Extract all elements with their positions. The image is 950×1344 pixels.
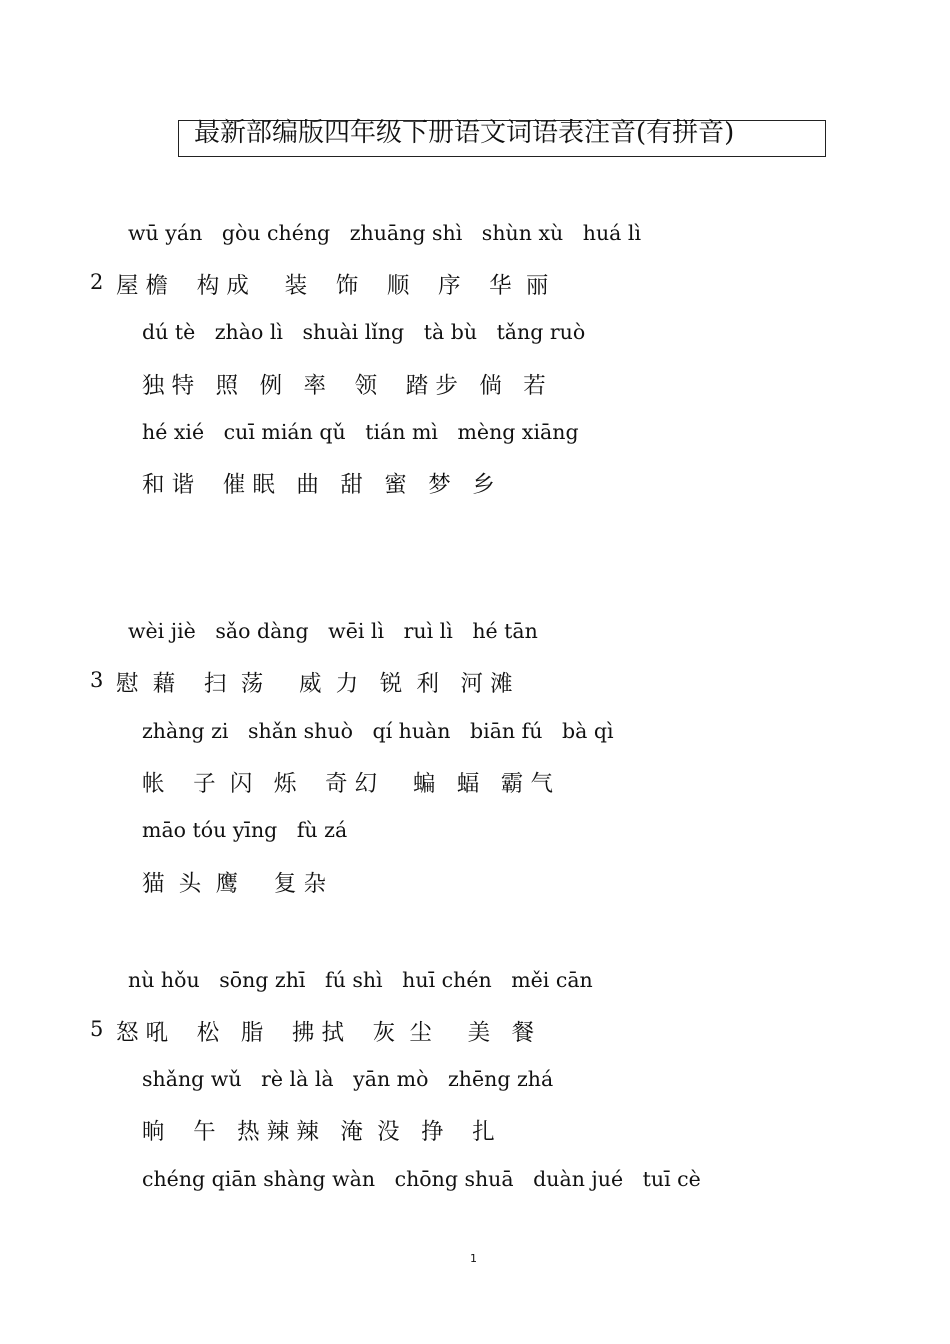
section-3-hanzi-1: 慰 藉 扫 荡 威 力 锐 利 河 滩 — [116, 671, 513, 697]
section-3-hanzi-3: 猫 头 鹰 复 杂 — [142, 871, 327, 897]
section-5-pinyin-1: nù hǒu sōng zhī fú shì huī chén měi cān — [128, 968, 593, 992]
section-3-pinyin-3: māo tóu yīng fù zá — [142, 818, 348, 842]
section-3-pinyin-1: wèi jiè sǎo dàng wēi lì ruì lì hé tān — [128, 619, 538, 643]
section-2-pinyin-2: dú tè zhào lì shuài lǐng tà bù tǎng ruò — [142, 320, 586, 344]
section-3-number: 3 — [90, 668, 104, 692]
section-3-hanzi-2: 帐 子 闪 烁 奇 幻 蝙 蝠 霸 气 — [142, 771, 553, 797]
section-5-hanzi-2: 晌 午 热 辣 辣 淹 没 挣 扎 — [142, 1119, 495, 1145]
section-2-hanzi-2: 独 特 照 例 率 领 踏 步 倘 若 — [142, 373, 546, 399]
section-2-pinyin-3: hé xié cuī mián qǔ tián mì mèng xiāng — [142, 420, 579, 444]
section-2-number: 2 — [90, 270, 104, 294]
section-5-hanzi-1: 怒 吼 松 脂 拂 拭 灰 尘 美 餐 — [116, 1020, 535, 1046]
section-5-pinyin-2: shǎng wǔ rè là là yān mò zhēng zhá — [142, 1067, 554, 1091]
section-2-pinyin-1: wū yán gòu chéng zhuāng shì shùn xù huá lì — [128, 221, 642, 245]
page-title: 最新部编版四年级下册语文词语表注音(有拼音) — [194, 118, 735, 148]
section-5-number: 5 — [90, 1017, 104, 1041]
section-2-hanzi-3: 和 谐 催 眠 曲 甜 蜜 梦 乡 — [142, 472, 495, 498]
section-5-pinyin-3: chéng qiān shàng wàn chōng shuā duàn jué tuī cè — [142, 1167, 701, 1191]
section-3-pinyin-2: zhàng zi shǎn shuò qí huàn biān fú bà qì — [142, 719, 614, 743]
section-2-hanzi-1: 屋 檐 构 成 装 饰 顺 序 华 丽 — [116, 273, 549, 299]
page-number: 1 — [470, 1252, 477, 1265]
